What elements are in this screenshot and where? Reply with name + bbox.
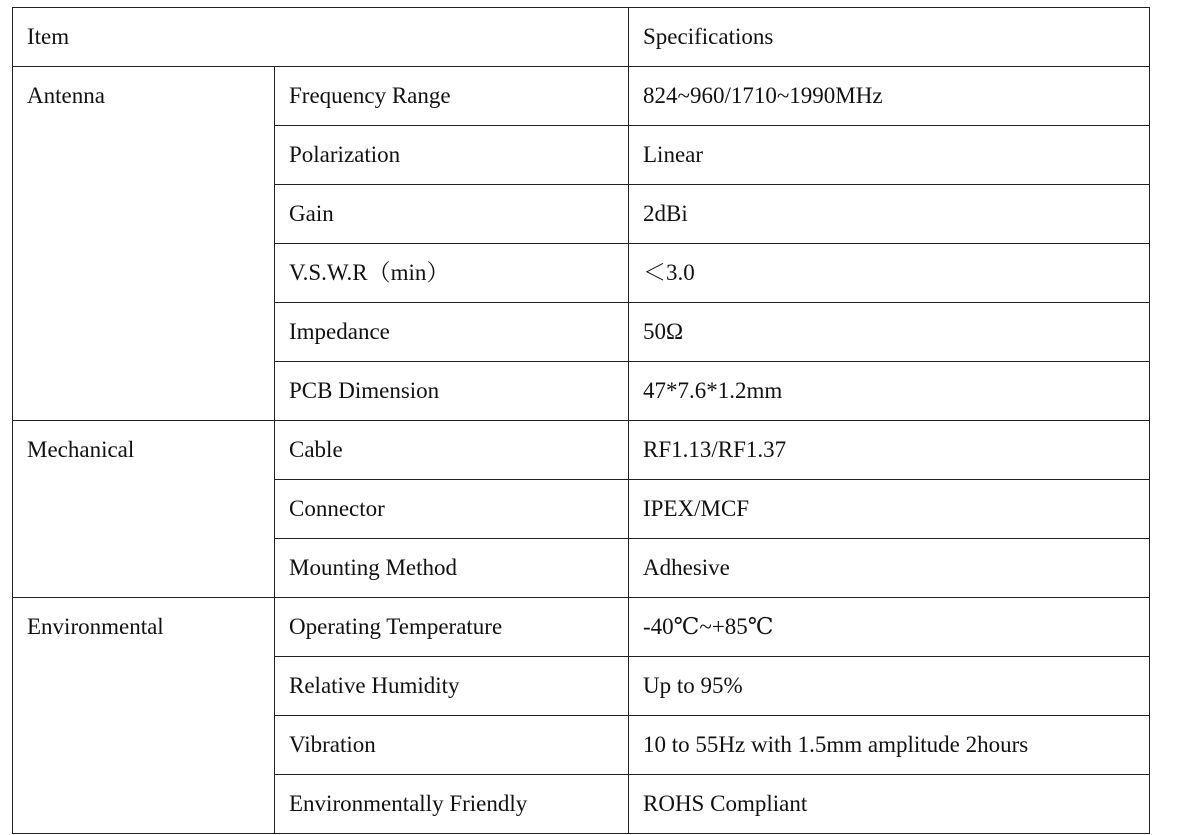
param-cell: V.S.W.R（min） [275,244,629,303]
value-cell: 50Ω [629,303,1150,362]
value-cell: RF1.13/RF1.37 [629,421,1150,480]
table-row [13,67,1150,126]
param-cell: Operating Temperature [275,598,629,657]
param-cell: Gain [275,185,629,244]
group-environmental: Environmental [13,598,275,834]
param-cell: PCB Dimension [275,362,629,421]
value-cell: 10 to 55Hz with 1.5mm amplitude 2hours [629,716,1150,775]
group-mechanical: Mechanical [13,421,275,598]
value-cell: ＜3.0 [629,244,1150,303]
param-cell: Connector [275,480,629,539]
table-row [13,421,1150,480]
value-cell: IPEX/MCF [629,480,1150,539]
param-cell: Mounting Method [275,539,629,598]
value-cell: Linear [629,126,1150,185]
value-cell: 824~960/1710~1990MHz [629,67,1150,126]
param-cell: Relative Humidity [275,657,629,716]
table-row [13,598,1150,657]
param-cell: Frequency Range [275,67,629,126]
value-cell: -40℃~+85℃ [629,598,1150,657]
value-cell: 47*7.6*1.2mm [629,362,1150,421]
value-cell: Up to 95% [629,657,1150,716]
param-cell: Vibration [275,716,629,775]
group-antenna: Antenna [13,67,275,421]
param-cell: Cable [275,421,629,480]
item-header: Item [13,8,629,67]
value-cell: 2dBi [629,185,1150,244]
specifications-header: Specifications [629,8,1150,67]
table-header-row [13,8,1150,67]
specification-table [12,7,1150,834]
value-cell: ROHS Compliant [629,775,1150,834]
param-cell: Polarization [275,126,629,185]
value-cell: Adhesive [629,539,1150,598]
param-cell: Impedance [275,303,629,362]
param-cell: Environmentally Friendly [275,775,629,834]
